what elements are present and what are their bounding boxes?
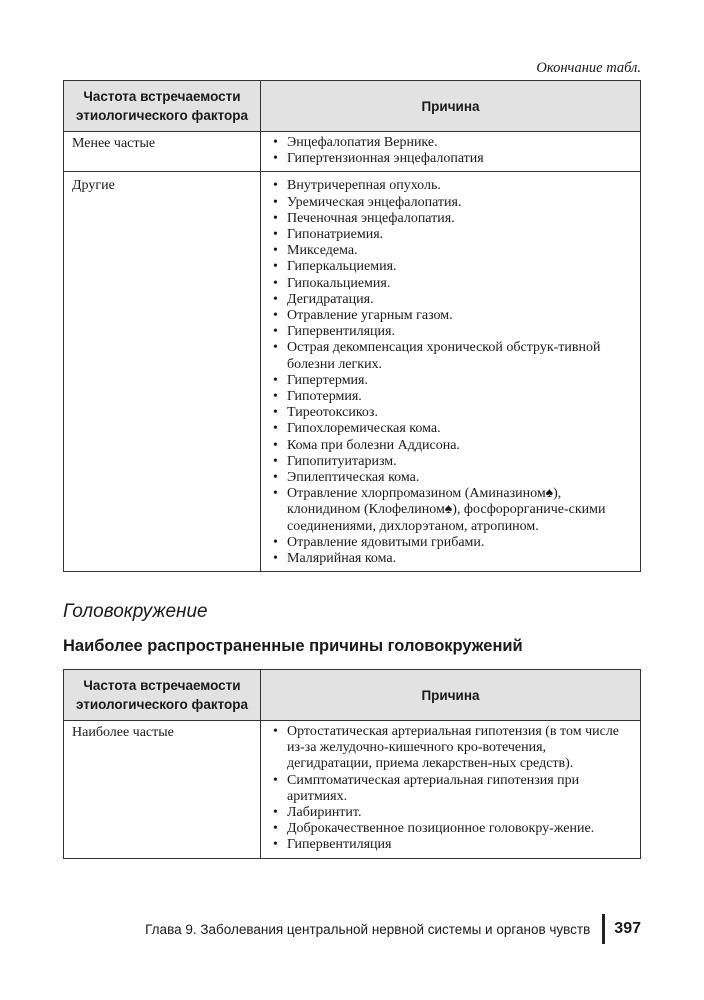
- table-row: [64, 172, 641, 572]
- list-item: • Гипохлоремическая кома.: [271, 421, 634, 437]
- list-item: • Гипертензионная энцефалопатия: [271, 151, 634, 167]
- list-item: • Микседема.: [271, 243, 634, 259]
- list-item: • Гипопитуитаризм.: [271, 454, 634, 470]
- list-item: • Острая декомпенсация хронической обструк-тивной болезни легких.: [271, 340, 634, 372]
- list-item: • Эпилептическая кома.: [271, 470, 634, 486]
- list-item: • Отравление ядовитыми грибами.: [271, 535, 634, 551]
- page-number: 397: [614, 920, 641, 937]
- list-item: • Ортостатическая артериальная гипотензия (в том числе из-за желудочно-кишечного кро-вотечения, дегидратации, приема лекарствен-ных средств).: [271, 724, 634, 773]
- list-item: • Отравление угарным газом.: [271, 308, 634, 324]
- list-item: • Гипервентиляция: [271, 837, 634, 853]
- table2-header-cause: Причина: [261, 670, 641, 721]
- list-item: • Гипонатриемия.: [271, 227, 634, 243]
- table1-header-cause: Причина: [261, 81, 641, 132]
- chapter-title: Глава 9. Заболевания центральной нервной системы и органов чувств: [145, 921, 591, 937]
- list-item: • Энцефалопатия Вернике.: [271, 135, 634, 151]
- table-continuation-label: Окончание табл.: [536, 60, 641, 76]
- page-footer: [145, 914, 641, 944]
- list-item: • Доброкачественное позиционное головокру-жение.: [271, 821, 634, 837]
- table-title: Наиболее распространенные причины головокружений: [63, 637, 523, 655]
- table-row: [64, 132, 641, 172]
- list-item: • Гипервентиляция.: [271, 324, 634, 340]
- list-item: • Малярийная кома.: [271, 551, 634, 567]
- list-item: • Уремическая энцефалопатия.: [271, 195, 634, 211]
- table2-row1-causes: [261, 721, 641, 859]
- list-item: • Гиперкальциемия.: [271, 259, 634, 275]
- list-item: • Отравление хлорпромазином (Аминазином♠), клонидином (Клофелином♠), фосфорорганиче-скими соединениями, дихлорэтаном, атропином.: [271, 486, 634, 535]
- list-item: • Печеночная энцефалопатия.: [271, 211, 634, 227]
- table1-row1-causes: [261, 132, 641, 172]
- table1-row1-frequency: Менее частые: [64, 132, 261, 172]
- table2-header-frequency: Частота встречаемости этиологического фактора: [64, 670, 261, 721]
- table1-header-frequency: Частота встречаемости этиологического фактора: [64, 81, 261, 132]
- table1-row2-causes: [261, 172, 641, 572]
- table2-row1-frequency: Наиболее частые: [64, 721, 261, 859]
- list-item: • Гипотермия.: [271, 389, 634, 405]
- list-item: • Гипертермия.: [271, 373, 634, 389]
- list-item: • Внутричерепная опухоль.: [271, 178, 634, 194]
- table1-row2-frequency: Другие: [64, 172, 261, 572]
- etiology-table-1: [63, 80, 641, 572]
- section-heading: Головокружение: [63, 601, 208, 622]
- list-item: • Кома при болезни Аддисона.: [271, 438, 634, 454]
- list-item: • Лабиринтит.: [271, 805, 634, 821]
- list-item: • Тиреотоксикоз.: [271, 405, 634, 421]
- table-row: [64, 721, 641, 859]
- list-item: • Гипокальциемия.: [271, 276, 634, 292]
- list-item: • Дегидратация.: [271, 292, 634, 308]
- etiology-table-2: [63, 669, 641, 859]
- list-item: • Симптоматическая артериальная гипотензия при аритмиях.: [271, 773, 634, 805]
